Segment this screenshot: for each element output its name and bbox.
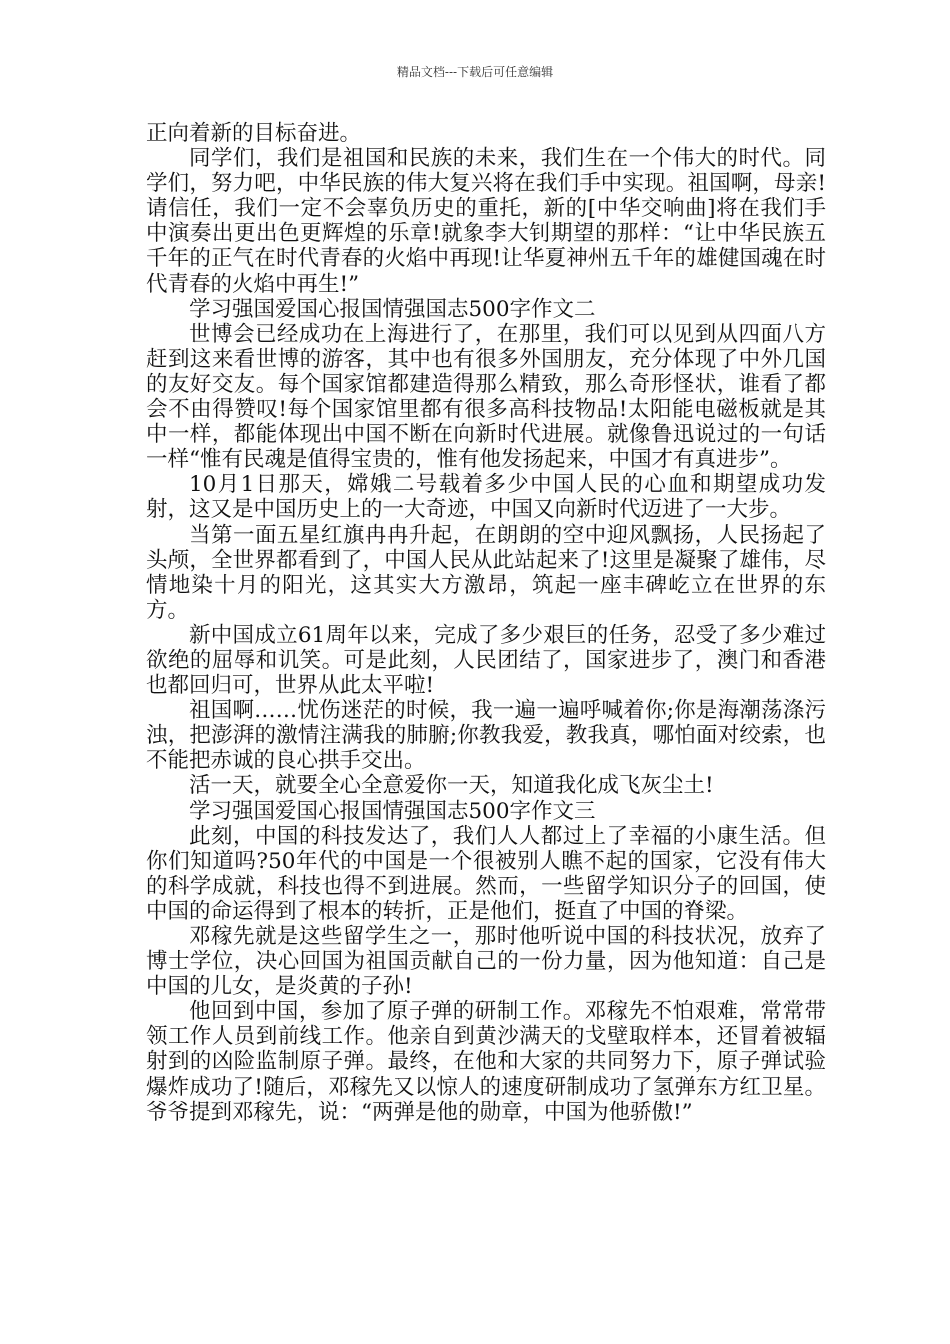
section-heading-2: 学习强国爱国心报国情强国志500字作文二 — [189, 296, 596, 322]
document-body — [146, 121, 826, 1125]
section-heading-3: 学习强国爱国心报国情强国志500字作文三 — [189, 798, 596, 824]
paragraph-2: 同学们，我们是祖国和民族的未来，我们生在一个伟大的时代。同学们，努力吧，中华民族的伟大复兴将在我们手中实现。祖国啊，母亲!请信任，我们一定不会辜负历史的重托，新的[中华交响曲]将在我们手中演奏出更出色更辉煌的乐章!就象李大钊期望的那样：“让中华民族五千年的正气在时代青春的火焰中再现!让华夏神州五千年的雄健国魂在时代青春的火焰中再生!” — [146, 146, 826, 297]
paragraph-6: 新中国成立61周年以来，完成了多少艰巨的任务，忍受了多少难过欲绝的屈辱和讥笑。可是此刻，人民团结了，国家进步了，澳门和香港也都回归可，世界从此太平啦! — [146, 622, 826, 699]
paragraph-3: 世博会已经成功在上海进行了，在那里，我们可以见到从四面八方赶到这来看世博的游客，其中也有很多外国朋友，充分体现了中外几国的友好交友。每个国家馆都建造得那么精致，那么奇形怪状，谁看了都会不由得赞叹!每个国家馆里都有很多高科技物品!太阳能电磁板就是其中一样，都能体现出中国不断在向新时代进展。就像鲁迅说过的一句话一样“惟有民魂是值得宝贵的，惟有他发扬起来，中国才有真进步”。 — [146, 321, 826, 473]
paragraph-5: 当第一面五星红旗冉冉升起，在朗朗的空中迎风飘扬，人民扬起了头颅，全世界都看到了，中国人民从此站起来了!这里是凝聚了雄伟，尽情地染十月的阳光，这其实大方激昂，筑起一座丰碑屹立在世界的东方。 — [146, 522, 826, 623]
paragraph-1: 正向着新的目标奋进。 — [146, 121, 362, 146]
paragraph-11: 他回到中国，参加了原子弹的研制工作。邓稼先不怕艰难，常常带领工作人员到前线工作。他亲自到黄沙满天的戈壁取样本，还冒着被辐射到的凶险监制原子弹。最终，在他和大家的共同努力下，原子弹试验爆炸成功了!随后，邓稼先又以惊人的速度研制成功了氢弹东方红卫星。爷爷提到邓稼先，说：“两弹是他的勋章，中国为他骄傲!” — [146, 999, 826, 1125]
paragraph-4: 10月1日那天，嫦娥二号载着多少中国人民的心血和期望成功发射，这又是中国历史上的一大奇迹，中国又向新时代迈进了一大步。 — [146, 472, 826, 523]
paragraph-7: 祖国啊……忧伤迷茫的时候，我一遍一遍呼喊着你;你是海潮荡涤污浊，把澎湃的激情注满我的肺腑;你教我爱，教我真，哪怕面对绞索，也不能把赤诚的良心拱手交出。 — [146, 698, 826, 774]
paragraph-9: 此刻，中国的科技发达了，我们人人都过上了幸福的小康生活。但你们知道吗?50年代的中国是一个很被别人瞧不起的国家，它没有伟大的科学成就，科技也得不到进展。然而，一些留学知识分子的回国，使中国的命运得到了根本的转折，正是他们，挺直了中国的脊梁。 — [146, 823, 826, 924]
page-header: 精品文档---下载后可任意编辑 — [396, 65, 554, 79]
paragraph-10: 邓稼先就是这些留学生之一，那时他听说中国的科技状况，放弃了博士学位，决心回国为祖国贡献自己的一份力量，因为他知道：自己是中国的儿女，是炎黄的子孙! — [146, 924, 826, 1000]
paragraph-8: 活一天，就要全心全意爱你一天，知道我化成飞灰尘土! — [189, 773, 714, 799]
